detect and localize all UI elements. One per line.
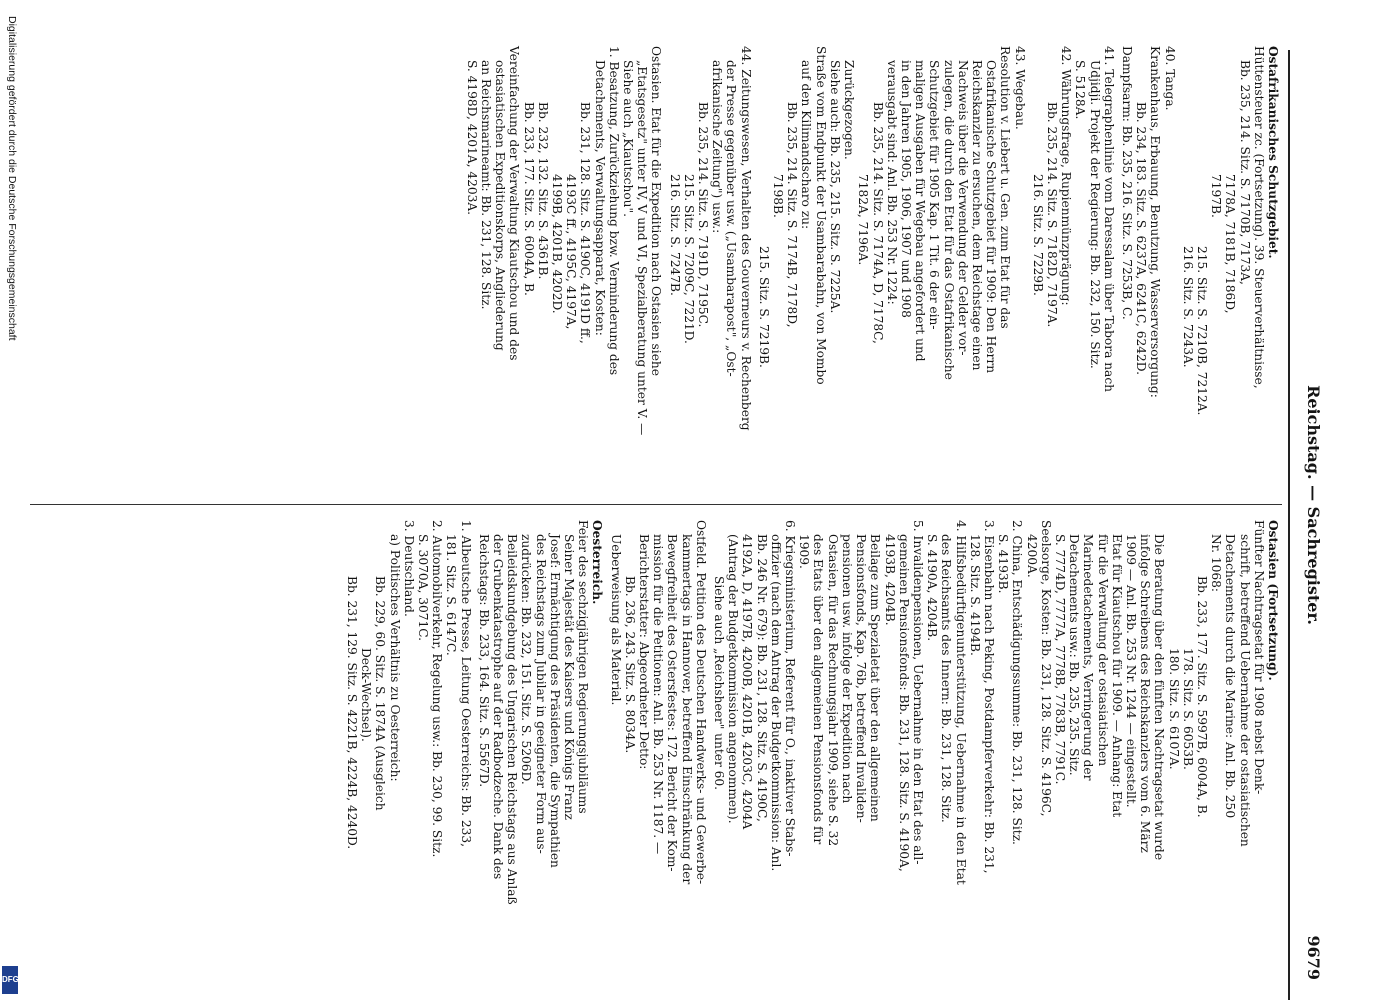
scanned-page xyxy=(30,10,1375,1000)
entry-line: des Reichstags zum Jubilar in geeigneter Form aus- xyxy=(533,534,548,854)
entry-line: Bb. 229, 60. Sitz. S. 1874A (Ausgleich xyxy=(373,576,388,811)
entry-line: S. 4198D, 4201A, 4203A. xyxy=(464,60,479,216)
entry-line: Pensionsfonds, Kap. 76b, betreffend Invaliden- xyxy=(854,534,869,823)
column-divider xyxy=(30,504,1282,505)
entry-line: 181. Sitz. S. 6147C. xyxy=(444,534,459,656)
entry-line: Detachements, Verwaltungsapparat, Kosten: xyxy=(592,60,607,336)
entry-line: Bewegfreiheit des Ostersfestes: 172. Bericht der Kom- xyxy=(665,534,680,872)
entry-line: Nr. 1068: xyxy=(1209,534,1224,593)
entry-line: 4200A. xyxy=(1024,534,1039,578)
entry-line: 6. Kriegsministerium, Referent für O., inaktiver Stabs- xyxy=(783,520,798,857)
entry-line: 215. Sitz. S. 7219B. xyxy=(756,246,771,368)
entry-line: Bb. 235, 214. Sitz. S. 7182D, 7197A. xyxy=(1044,102,1059,328)
entry-line: 5. Invalidenpensionen, Uebernahme in den Etat des all- xyxy=(910,520,925,865)
entry-line: 4193B, 4204B. xyxy=(882,534,897,626)
entry-line: maligen Ausgaben für Wegebau angefordert und xyxy=(913,60,928,362)
entry-line: mission für die Petitionen: Anl. Bb. 253 Nr. 1187. — xyxy=(651,534,666,855)
entry-line: S. 5128A. xyxy=(1073,60,1088,120)
entry-line: Bb. 231, 128. Sitz. S. 4190C, 4191D ff., xyxy=(578,102,593,344)
entry-line: Siehe auch: Bb. 235, 215. Sitz. S. 7225A. xyxy=(827,60,842,314)
entry-line: auf den Kilimandscharo zu: xyxy=(799,60,814,230)
entry-line: Reichstags: Bb. 233, 164. Sitz. S. 5567D. xyxy=(476,534,491,788)
entry-line: Berichterstatter: Abgeordneter Detto: xyxy=(637,534,652,770)
entry-line: 7197B. xyxy=(1209,174,1224,218)
entry-line: a) Politisches Verhältnis zu Oesterreich: xyxy=(387,534,402,782)
entry-line: 2. China, Entschädigungssumme: Bb. 231, 128. Sitz. xyxy=(1010,520,1025,845)
entry-line: S. 4190A, 4204B. xyxy=(925,534,940,642)
entry-line: „Etatsgesetz" unter IV, V und VI, Spezialberatung unter V. — xyxy=(635,60,650,436)
entry-line: 4192A, D, 4197B, 4200B, 4201B, 4203C, 4204A xyxy=(740,534,755,830)
entry-line: Zurückgezogen. xyxy=(842,60,857,160)
entry-line: Resolution v. Liebert u. Gen. zum Etat für das xyxy=(998,46,1013,329)
entry-line: Die Beratung über den fünften Nachtragsetat wurde xyxy=(1152,534,1167,861)
entry-line: afrikanische Zeitung") usw.: xyxy=(710,60,725,234)
entry-line: 1909 — Anl. Bb. 253 Nr. 1244 — eingestellt. xyxy=(1123,534,1138,808)
entry-line: Dampfsarm: Bb. 235, 216. Sitz. S. 7253B, C. xyxy=(1119,46,1134,320)
entry-line: kammertags in Hannover, betreffend Einschränkung der xyxy=(679,534,694,885)
entry-line: 4. Hilfsbedürftigenunterstützung, Uebernahme in den Etat xyxy=(953,520,968,885)
entry-line: Ostfeld. Petition des Deutschen Handwerks- und Gewerbe- xyxy=(693,520,708,885)
entry-line: Bb. 231, 129. Sitz. S. 4221B, 4224B, 4240D. xyxy=(345,576,359,850)
entry-line: Beilage zum Spezialetat über den allgemeinen xyxy=(868,534,883,822)
entry-line: 178. Sitz. S. 6053B. xyxy=(1180,648,1195,770)
entry-line: in den Jahren 1905, 1906, 1907 und 1908 xyxy=(898,60,913,318)
entry-line: der Presse gegenüber usw. („Usambarapost", „Ost- xyxy=(724,60,739,377)
entry-line: Hüttensteuer zc. (Fortsetzung). 39. Steuerverhältnisse, xyxy=(1251,46,1266,389)
entry-line: infolge Schreibens des Reichskanzlers vom 6. März xyxy=(1138,534,1153,853)
entry-line: Vereinfachung der Verwaltung Kiautschou und des xyxy=(507,46,522,361)
entry-line: Nachweis über die Verwendung der Gelder vor- xyxy=(955,60,970,356)
entry-line: offizier (nach dem Antrag der Budgetkommission: Anl. xyxy=(768,534,783,872)
section-heading: Ostafrikanisches Schutzgebiet. xyxy=(1266,46,1280,259)
entry-line: 43. Wegebau. xyxy=(1012,46,1027,130)
entry-line: der Grubenkatastrophe auf der Radbodzeche. Dank des xyxy=(491,534,506,880)
entry-line: 2. Automobilverkehr, Regelung usw.: Bb. 230, 99. Sitz. xyxy=(430,520,445,858)
entry-line: Reichskanzler zu ersuchen, dem Reichstage einen xyxy=(969,60,984,371)
entry-line: Bb. 232, 132. Sitz. S. 4361B. xyxy=(535,102,550,280)
entry-line: S. 4193B. xyxy=(996,534,1011,594)
entry-line: Deck-Wechsel). xyxy=(359,648,374,742)
entry-line: gemeinen Pensionsfonds: Bb. 231, 128. Sitz. S. 4190A, xyxy=(896,534,911,872)
entry-line: S. 7774D, 7777A, 7778B, 7783B, 7791C. xyxy=(1052,534,1067,785)
entry-line: verausgabt sind: Anl. Bb. 253 Nr. 1224: xyxy=(884,60,899,305)
entry-line: 215. Sitz. S. 7209C, 7221D. xyxy=(681,174,696,344)
left-column xyxy=(465,46,1280,486)
entry-line: pensionen usw. infolge der Expedition nach xyxy=(839,534,854,804)
entry-line: 216. Sitz. S. 7229B. xyxy=(1030,174,1045,296)
entry-line: Bb. 235, 214. Sitz. S. 7174B, 7178D, xyxy=(785,102,800,328)
entry-line: für die Verwaltung der ostasiatischen xyxy=(1095,534,1110,767)
entry-line: 3. Eisenbahn nach Peking, Postdampferverkehr: Bb. 231, xyxy=(981,520,996,874)
entry-line: Feier des sechzigjährigen Regierungsjubiläums xyxy=(576,520,591,814)
entry-gap xyxy=(1027,46,1031,486)
right-column xyxy=(345,520,1280,960)
entry-line: 216. Sitz. S. 7247B. xyxy=(667,174,682,296)
entry-line: Marinedetachements, Verringerung der xyxy=(1081,534,1096,781)
entry-line: des Reichsamts des Innern: Bb. 231, 128. Sitz. xyxy=(939,534,954,823)
entry-line: Ostasien. Etat für die Expedition nach Ostasien siehe xyxy=(649,46,664,376)
page-content xyxy=(30,10,1330,1000)
entry-line: Bb. 236, 243. Sitz. S. 8034A. xyxy=(622,576,637,754)
entry-line: 215. Sitz. S. 7210B, 7212A. xyxy=(1194,246,1209,416)
entry-line: 1. Albeutsche Presse, Leitung Oesterreichs: Bb. 233, xyxy=(458,520,473,848)
entry-line: an Reichsmarineamt: Bb. 231, 128. Sitz. xyxy=(479,60,494,310)
entry-line: (Antrag der Budgetkommission angenommen). xyxy=(726,534,741,824)
entry-line: Bb. 246 Nr. 679): Bb. 231, 128. Sitz. S. 4190C, xyxy=(754,534,769,822)
entry-line: Josef: Ermächtigung des Präsidenten, die Sympathien xyxy=(547,534,562,868)
entry-line: 1. Besatzung, Zurückziehung bzw. Verminderung des xyxy=(606,46,621,376)
entry-line: 216. Sitz. S. 7243A. xyxy=(1180,246,1195,368)
entry-line: 4193C ff., 4195C, 4197A, xyxy=(564,174,579,330)
entry-line: 3. Deutschland. xyxy=(401,520,416,617)
entry-line: 1909. xyxy=(797,534,812,569)
entry-line: 44. Zeitungswesen, Verhalten des Gouverneurs v. Rechenberg xyxy=(738,46,753,431)
entry-line: 7198B. xyxy=(771,174,786,218)
page-number: 9679 xyxy=(1304,935,1323,980)
entry-line: schrift, betreffend Uebernahme der ostasiatischen xyxy=(1237,534,1252,847)
digitization-note xyxy=(4,16,24,1000)
entry-line: 40. Tanga. xyxy=(1162,46,1177,111)
entry-line: Krankenhaus, Erbauung, Benutzung, Wasserversorgung: xyxy=(1148,46,1163,398)
entry-line: Detachements durch die Marine: Anl. Bb. 250 xyxy=(1223,534,1238,819)
entry-line: Udjidji. Projekt der Regierung: Bb. 232, 150. Sitz. xyxy=(1087,60,1102,369)
entry-line: Ostafrikanische Schutzgebiet für 1909: Den Herrn xyxy=(984,60,999,374)
entry-line: Bb. 235, 214. Sitz. S. 7191D, 7195C. xyxy=(696,102,711,328)
entry-line: zudrücken: Bb. 232, 151. Sitz. S. 5206D. xyxy=(519,534,534,785)
digitization-note-text: Digitalisierung gefördert durch die Deutsche Forschungsgemeinschaft xyxy=(6,16,18,341)
entry-line: Bb. 233, 177. Sitz. S. 5997B, 6004A, B. xyxy=(1194,576,1209,818)
header-rule xyxy=(1288,50,1290,1000)
entry-line: 42. Währungsfrage, Rupienmünzprägung: xyxy=(1059,46,1074,306)
entry-line: Etat für Kiautschou für 1909. — Anhang: Etat xyxy=(1109,534,1124,818)
section-heading: Oesterreich. xyxy=(590,520,605,605)
entry-line: Seelsorge, Kosten: Bb. 231, 128. Sitz. S. 4196C, xyxy=(1038,520,1053,817)
entry-line: 7178A, 7181B, 7186D, xyxy=(1223,174,1238,314)
entry-line: zulegen, die durch den Etat für das Ostafrikanische xyxy=(941,60,956,380)
entry-line: Bb. 235, 214. Sitz. S. 7170B, 7173A, xyxy=(1237,60,1252,285)
entry-line: Straße vom Endpunkt der Usambarabahn, von Mombo xyxy=(813,46,828,385)
entry-line: ostasiatischen Expeditionskorps, Angliederung xyxy=(493,60,508,351)
entry-line: Fünfter Nachtragsetat für 1908 nebst Denk- xyxy=(1251,520,1266,795)
dfg-logo: DFG xyxy=(2,966,18,994)
entry-line: Schutzgebiet für 1905 Kap. 1 Tit. 6 der ein- xyxy=(927,60,942,330)
section-heading: Ostasien (Fortsetzung). xyxy=(1266,520,1280,681)
entry-line: Bb. 233, 177. Sitz. S. 6004A, B. xyxy=(521,102,536,296)
entry-line: des Etats über den allgemeinen Pensionsfonds für xyxy=(811,534,826,845)
entry-line: Siehe auch „Reichsheer" unter 60. xyxy=(712,576,727,791)
entry-gap xyxy=(1177,46,1181,486)
entry-line: 41. Telegraphenlinie vom Daressalam über Tabora nach xyxy=(1101,46,1116,393)
entry-line: Siehe auch „Kiautschou". xyxy=(621,60,636,217)
entry-line: Detachements usw.: Bb. 235, 235. Sitz. xyxy=(1067,534,1082,776)
entry-line: 180. Sitz. S. 6107A. xyxy=(1166,648,1181,770)
entry-line: Seiner Majestät des Kaisers und Königs Franz xyxy=(562,534,577,820)
entry-line: Beileidskundgebung des Ungarischen Reichstags aus Anlaß xyxy=(505,534,520,905)
entry-line: Bb. 235, 214. Sitz. S. 7174A, D, 7178C, xyxy=(870,102,885,344)
entry-line: Bb. 234, 183. Sitz. S. 6237A, 6241C, 6242D. xyxy=(1134,102,1149,375)
entry-line: S. 3070A, 3071C. xyxy=(416,534,431,642)
entry-line: Ostasien, für das Rechnungsjahr 1909, siehe S. 32 xyxy=(825,534,840,847)
entry-line: 128. Sitz. S. 4194B. xyxy=(967,534,982,656)
entry-line: 4199B, 4201B, 4202D. xyxy=(550,174,565,314)
entry-line: 7182A, 7196A. xyxy=(856,174,871,266)
entry-line: Ueberweisung als Material. xyxy=(608,534,623,706)
running-head: Reichstag. — Sachregister. xyxy=(1304,385,1323,625)
